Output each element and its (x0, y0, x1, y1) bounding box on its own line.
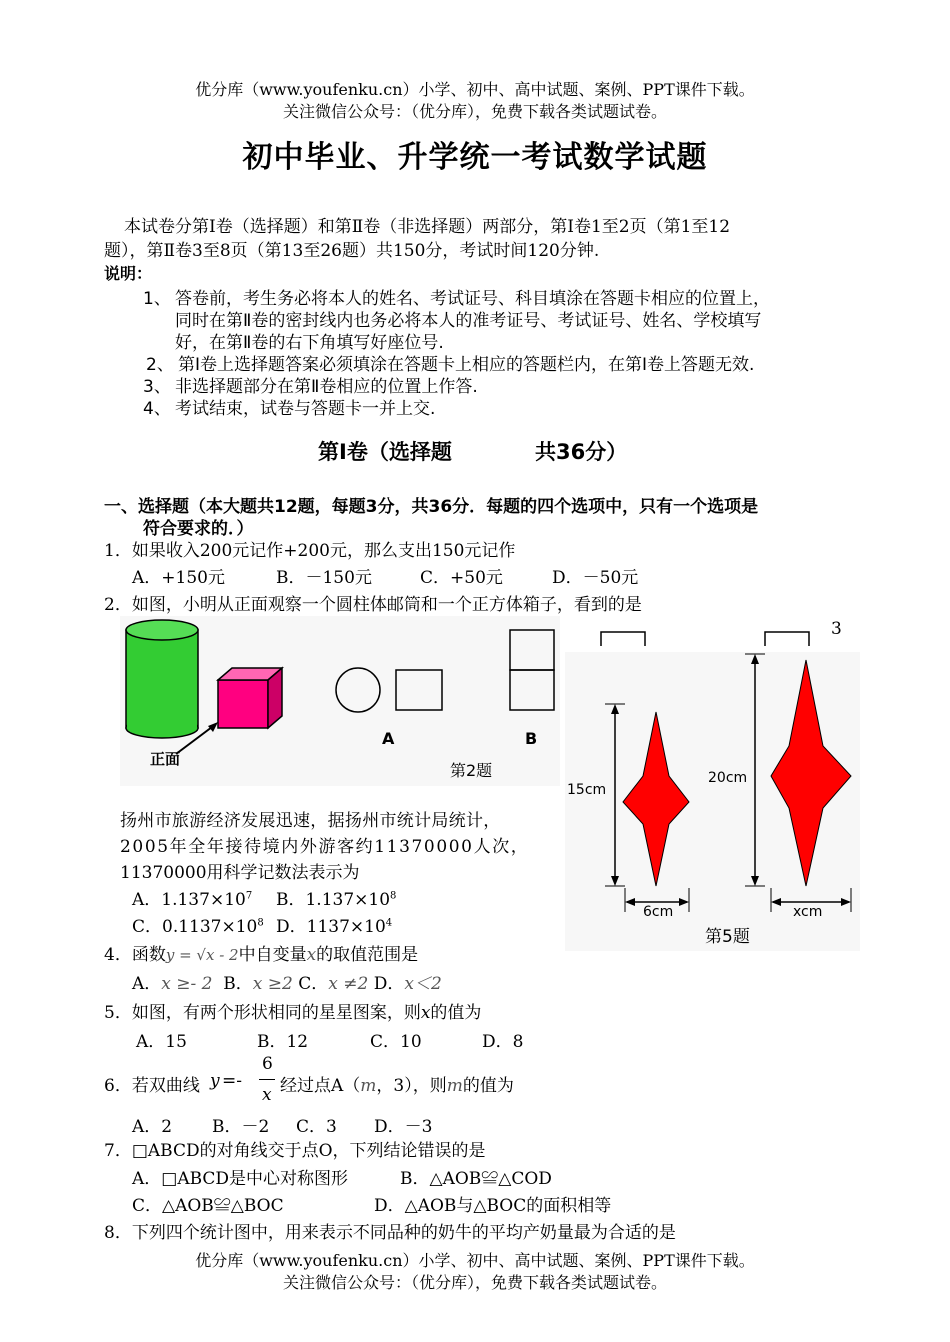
q6-y: y (210, 1071, 220, 1091)
q5-caption: 第5题 (705, 927, 750, 947)
part1-heading-line-1: 一、选择题（本大题共12题，每题3分，共36分．每题的四个选项中，只有一个选项是 (104, 497, 759, 517)
q4-stem: 4．函数y = √x - 2中自变量x的取值范围是 (104, 945, 419, 965)
q5-option-a: A．15 (136, 1032, 187, 1052)
section-title-left: 第Ⅰ卷（选择题 (318, 440, 452, 464)
cube-front (218, 680, 268, 728)
header-line-2: 关注微信公众号：（优分库），免费下载各类试题试卷。 (282, 102, 667, 121)
option-b-label: B (525, 729, 538, 748)
cylinder-top (126, 620, 198, 640)
q1-option-b: B．－150元 (276, 568, 372, 588)
note-1-number: 1、 (143, 289, 171, 309)
q7-option-a: A．□ABCD是中心对称图形 (132, 1169, 349, 1189)
q6-fraction-bar (259, 1079, 275, 1080)
q6-denominator: x (262, 1085, 272, 1105)
note-1-line-1: 答卷前，考生务必将本人的姓名、考试证号、科目填涂在答题卡相应的位置上， (175, 289, 770, 309)
q6-stem-post: 经过点A（m，3），则m的值为 (280, 1076, 514, 1096)
q1-option-a: A．+150元 (132, 568, 225, 588)
intro-line-2: 题），第Ⅱ卷3至8页（第13至26题）共150分，考试时间120分钟. (104, 241, 600, 261)
part1-heading-line-2: 符合要求的．） (143, 519, 254, 539)
cylinder-mailbox (126, 620, 198, 738)
q7-option-b: B．△AOB≌△COD (400, 1169, 552, 1189)
q1-option-d: D．－50元 (552, 568, 639, 588)
footer-line-2: 关注微信公众号：（优分库），免费下载各类试题试卷。 (282, 1273, 667, 1292)
q3-line-2: 2005年全年接待境内外游客约11370000人次， (120, 837, 530, 857)
note-4-number: 4、 (143, 399, 171, 419)
q4-options: A．x ≥- 2 B．x ≥2 C．x ≠2 D．x＜2 (132, 974, 442, 994)
q1-stem: 1．如果收入200元记作+200元，那么支出150元记作 (104, 541, 516, 561)
option-c-bracket (601, 632, 645, 646)
note-3-number: 3、 (143, 377, 171, 397)
q6-option-c: C．3 (296, 1117, 337, 1137)
q1-option-c: C．+50元 (420, 568, 503, 588)
q5-option-b: B．12 (257, 1032, 309, 1052)
note-1-line-2: 同时在第Ⅱ卷的密封线内也务必将本人的准考证号、考试证号、姓名、学校填写 (175, 311, 762, 331)
q3-option-b: B．$1.137\times 10^8$ (276, 890, 397, 910)
option-a-label: A (382, 729, 395, 748)
q7-option-d: D．△AOB与△BOC的面积相等 (374, 1196, 612, 1216)
q8-stem: 8．下列四个统计图中，用来表示不同品种的奶牛的平均产奶量最为合适的是 (104, 1223, 676, 1243)
q6-option-b: B．－2 (212, 1117, 270, 1137)
q6-eq: =- (222, 1071, 242, 1091)
notes-heading: 说明： (104, 264, 153, 283)
q6-option-d: D．－3 (374, 1117, 433, 1137)
right-width-label: xcm (793, 904, 823, 920)
section-title-right: 共36分） (535, 440, 628, 464)
note-2-number: 2、 (146, 355, 174, 375)
note-2: 第Ⅰ卷上选择题答案必须填涂在答题卡上相应的答题栏内，在第Ⅰ卷上答题无效. (178, 355, 755, 375)
cylinder-body (126, 630, 198, 728)
note-3: 非选择题部分在第Ⅱ卷相应的位置上作答. (175, 377, 478, 397)
q2-stem: 2．如图，小明从正面观察一个圆柱体邮筒和一个正方体箱子，看到的是 (104, 595, 642, 615)
q2-caption: 第2题 (450, 761, 493, 780)
q7-option-c: C．△AOB≌△BOC (132, 1196, 284, 1216)
q5-option-c: C．10 (370, 1032, 422, 1052)
q3-option-d: D．$1137\times 10^4$ (276, 917, 393, 937)
header-line-1: 优分库（www.youfenku.cn）小学、初中、高中试题、案例、PPT课件下载。 (195, 80, 755, 99)
q3-option-c: C．$0.1137\times 10^8$ (132, 917, 264, 937)
q4-formula: y = √x - 2 (165, 946, 239, 964)
q3-number: 3 (831, 619, 842, 639)
front-label: 正面 (150, 750, 181, 768)
cube-box (218, 668, 282, 728)
note-4: 考试结束，试卷与答题卡一并上交. (175, 399, 436, 419)
q6-stem-pre: 6．若双曲线 (104, 1076, 200, 1096)
q5-option-d: D．8 (482, 1032, 524, 1052)
q5-figure (565, 616, 860, 951)
option-d-bracket (765, 632, 809, 646)
q6-option-a: A．2 (132, 1117, 173, 1137)
cylinder-bottom-fill (127, 716, 197, 728)
q7-stem: 7．□ABCD的对角线交于点O，下列结论错误的是 (104, 1141, 486, 1161)
q3-line-3: 11370000用科学记数法表示为 (120, 863, 360, 883)
page-title: 初中毕业、升学统一考试数学试题 (242, 140, 708, 175)
left-height-label: 15cm (567, 782, 607, 798)
q3-line-1: 扬州市旅游经济发展迅速，据扬州市统计局统计， (120, 811, 501, 831)
left-width-label: 6cm (643, 904, 674, 920)
right-height-label: 20cm (708, 770, 748, 786)
footer-line-1: 优分库（www.youfenku.cn）小学、初中、高中试题、案例、PPT课件下载。 (195, 1251, 755, 1270)
q3-option-a: A．$1.137\times 10^7$ (132, 890, 253, 910)
note-1-line-3: 好，在第Ⅱ卷的右下角填写好座位号. (175, 333, 444, 353)
q6-numerator: 6 (262, 1054, 273, 1074)
intro-line-1: 本试卷分第Ⅰ卷（选择题）和第Ⅱ卷（非选择题）两部分，第Ⅰ卷1至2页（第1至12 (124, 217, 731, 237)
q2-figure (120, 616, 560, 786)
q5-stem: 5．如图，有两个形状相同的星星图案，则x的值为 (104, 1003, 482, 1023)
